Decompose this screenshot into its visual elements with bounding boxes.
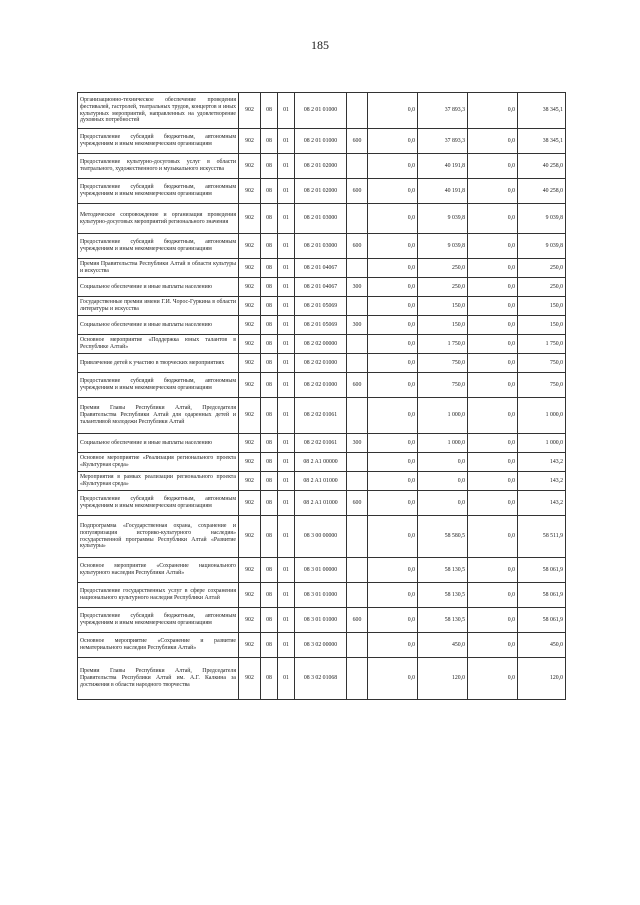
row-amount-4-cell: 40 258,0: [518, 154, 566, 179]
row-amount-1-cell: 0,0: [368, 558, 418, 583]
row-grbs-cell: 902: [239, 658, 261, 700]
row-name-cell: Основное мероприятие «Поддержка юных талантов в Республике Алтай»: [78, 335, 239, 354]
row-name-cell: Привлечение детей к участию в творческих мероприятиях: [78, 354, 239, 373]
row-name-cell: Методическое сопровождение и организация проведения культурно-досуговых мероприятий регионального значения: [78, 204, 239, 234]
row-section-cell: 08: [261, 558, 278, 583]
table-row: [78, 93, 566, 129]
row-target-article-cell: 08 3 01 01000: [295, 583, 347, 608]
row-amount-1-cell: 0,0: [368, 373, 418, 398]
table-row: [78, 204, 566, 234]
row-amount-2-cell: 150,0: [418, 297, 468, 316]
row-amount-2-cell: 750,0: [418, 354, 468, 373]
table-row: [78, 472, 566, 491]
row-expense-type-cell: [347, 259, 368, 278]
row-amount-1-cell: 0,0: [368, 259, 418, 278]
row-amount-3-cell: 0,0: [468, 259, 518, 278]
row-grbs-cell: 902: [239, 335, 261, 354]
row-target-article-cell: 08 2 01 05069: [295, 297, 347, 316]
row-section-cell: 08: [261, 472, 278, 491]
row-target-article-cell: 08 3 00 00000: [295, 516, 347, 558]
row-subsection-cell: 01: [278, 129, 295, 154]
row-amount-2-cell: 0,0: [418, 453, 468, 472]
row-amount-2-cell: 1 750,0: [418, 335, 468, 354]
row-name-cell: Организационно-техническое обеспечение проведения фестивалей, гастролей, театральных трудов, концертов и иных культурных мероприятий, направленных на удовлетворение духовных потребностей: [78, 93, 239, 129]
row-amount-2-cell: 450,0: [418, 633, 468, 658]
table-row: [78, 297, 566, 316]
row-section-cell: 08: [261, 633, 278, 658]
table-row: [78, 354, 566, 373]
row-expense-type-cell: 300: [347, 316, 368, 335]
row-grbs-cell: 902: [239, 583, 261, 608]
row-section-cell: 08: [261, 129, 278, 154]
row-name-cell: Предоставление культурно-досуговых услуг в области театрального, художественного и музыкального искусства: [78, 154, 239, 179]
row-expense-type-cell: 300: [347, 434, 368, 453]
row-subsection-cell: 01: [278, 204, 295, 234]
row-section-cell: 08: [261, 583, 278, 608]
row-amount-3-cell: 0,0: [468, 373, 518, 398]
row-target-article-cell: 08 2 02 01061: [295, 434, 347, 453]
row-target-article-cell: 08 2 01 03000: [295, 204, 347, 234]
row-amount-3-cell: 0,0: [468, 658, 518, 700]
row-amount-3-cell: 0,0: [468, 472, 518, 491]
row-amount-4-cell: 143,2: [518, 491, 566, 516]
row-name-cell: Подпрограмма «Государственная охрана, сохранение и популяризация историко-культурного наследия» государственной программы Республики Алтай «Развитие культуры»: [78, 516, 239, 558]
row-name-cell: Предоставление субсидий бюджетным, автономным учреждениям и иным некоммерческим организациям: [78, 491, 239, 516]
table-row: [78, 316, 566, 335]
row-section-cell: 08: [261, 316, 278, 335]
row-expense-type-cell: [347, 354, 368, 373]
row-amount-1-cell: 0,0: [368, 234, 418, 259]
row-subsection-cell: 01: [278, 608, 295, 633]
row-amount-3-cell: 0,0: [468, 234, 518, 259]
row-subsection-cell: 01: [278, 93, 295, 129]
row-amount-2-cell: 150,0: [418, 316, 468, 335]
row-subsection-cell: 01: [278, 516, 295, 558]
row-grbs-cell: 902: [239, 633, 261, 658]
row-amount-3-cell: 0,0: [468, 204, 518, 234]
row-name-cell: Предоставление субсидий бюджетным, автономным учреждениям и иным некоммерческим организациям: [78, 179, 239, 204]
row-expense-type-cell: [347, 633, 368, 658]
table-row: [78, 398, 566, 434]
row-grbs-cell: 902: [239, 491, 261, 516]
row-amount-1-cell: 0,0: [368, 633, 418, 658]
row-target-article-cell: 08 2 02 01061: [295, 398, 347, 434]
row-amount-4-cell: 58 061,9: [518, 608, 566, 633]
row-name-cell: Предоставление субсидий бюджетным, автономным учреждениям и иным некоммерческим организациям: [78, 608, 239, 633]
row-amount-4-cell: 750,0: [518, 354, 566, 373]
row-amount-2-cell: 40 191,8: [418, 154, 468, 179]
row-amount-4-cell: 40 258,0: [518, 179, 566, 204]
row-name-cell: Мероприятия в рамках реализации регионального проекта «Культурная среда»: [78, 472, 239, 491]
table-row: [78, 558, 566, 583]
row-section-cell: 08: [261, 154, 278, 179]
row-section-cell: 08: [261, 491, 278, 516]
row-amount-1-cell: 0,0: [368, 354, 418, 373]
row-section-cell: 08: [261, 234, 278, 259]
row-amount-1-cell: 0,0: [368, 398, 418, 434]
row-amount-4-cell: 120,0: [518, 658, 566, 700]
row-expense-type-cell: [347, 204, 368, 234]
row-amount-3-cell: 0,0: [468, 179, 518, 204]
row-name-cell: Премии Главы Республики Алтай, Председателя Правительства Республики Алтай для одаренных детей и талантливой молодежи Республики Алтай: [78, 398, 239, 434]
row-section-cell: 08: [261, 204, 278, 234]
row-grbs-cell: 902: [239, 558, 261, 583]
row-amount-4-cell: 150,0: [518, 316, 566, 335]
row-grbs-cell: 902: [239, 354, 261, 373]
row-section-cell: 08: [261, 179, 278, 204]
row-grbs-cell: 902: [239, 472, 261, 491]
row-amount-3-cell: 0,0: [468, 129, 518, 154]
row-grbs-cell: 902: [239, 154, 261, 179]
row-amount-4-cell: 143,2: [518, 453, 566, 472]
row-expense-type-cell: [347, 558, 368, 583]
row-amount-3-cell: 0,0: [468, 558, 518, 583]
row-target-article-cell: 08 2 01 03000: [295, 234, 347, 259]
table-row: [78, 234, 566, 259]
budget-table: [77, 92, 566, 700]
row-section-cell: 08: [261, 398, 278, 434]
row-amount-1-cell: 0,0: [368, 93, 418, 129]
row-expense-type-cell: [347, 398, 368, 434]
table-body: [78, 93, 566, 700]
row-amount-2-cell: 58 130,5: [418, 608, 468, 633]
row-target-article-cell: 08 2 A1 01000: [295, 472, 347, 491]
row-amount-4-cell: 143,2: [518, 472, 566, 491]
table-row: [78, 179, 566, 204]
row-target-article-cell: 08 3 01 01000: [295, 608, 347, 633]
row-amount-3-cell: 0,0: [468, 335, 518, 354]
row-amount-1-cell: 0,0: [368, 516, 418, 558]
row-subsection-cell: 01: [278, 658, 295, 700]
row-target-article-cell: 08 2 A1 00000: [295, 453, 347, 472]
row-grbs-cell: 902: [239, 398, 261, 434]
row-amount-3-cell: 0,0: [468, 453, 518, 472]
row-amount-4-cell: 1 750,0: [518, 335, 566, 354]
row-target-article-cell: 08 2 02 01000: [295, 354, 347, 373]
row-amount-2-cell: 9 039,8: [418, 204, 468, 234]
row-amount-1-cell: 0,0: [368, 335, 418, 354]
row-name-cell: Социальное обеспечение и иные выплаты населению: [78, 278, 239, 297]
row-name-cell: Предоставление субсидий бюджетным, автономным учреждениям и иным некоммерческим организациям: [78, 129, 239, 154]
row-subsection-cell: 01: [278, 335, 295, 354]
row-amount-1-cell: 0,0: [368, 297, 418, 316]
row-target-article-cell: 08 3 02 00000: [295, 633, 347, 658]
row-amount-1-cell: 0,0: [368, 472, 418, 491]
row-amount-4-cell: 1 000,0: [518, 398, 566, 434]
row-section-cell: 08: [261, 278, 278, 297]
row-expense-type-cell: [347, 583, 368, 608]
row-amount-1-cell: 0,0: [368, 434, 418, 453]
row-section-cell: 08: [261, 608, 278, 633]
row-grbs-cell: 902: [239, 204, 261, 234]
row-amount-4-cell: 250,0: [518, 278, 566, 297]
row-section-cell: 08: [261, 259, 278, 278]
row-subsection-cell: 01: [278, 354, 295, 373]
table-row: [78, 516, 566, 558]
row-amount-4-cell: 58 511,9: [518, 516, 566, 558]
row-grbs-cell: 902: [239, 278, 261, 297]
table-row: [78, 373, 566, 398]
row-amount-4-cell: 9 039,8: [518, 204, 566, 234]
row-subsection-cell: 01: [278, 434, 295, 453]
row-subsection-cell: 01: [278, 373, 295, 398]
row-subsection-cell: 01: [278, 234, 295, 259]
row-amount-2-cell: 1 000,0: [418, 398, 468, 434]
row-expense-type-cell: 600: [347, 491, 368, 516]
table-row: [78, 633, 566, 658]
table-row: [78, 583, 566, 608]
row-amount-3-cell: 0,0: [468, 297, 518, 316]
row-subsection-cell: 01: [278, 491, 295, 516]
row-target-article-cell: 08 2 01 02000: [295, 154, 347, 179]
row-section-cell: 08: [261, 434, 278, 453]
row-expense-type-cell: [347, 335, 368, 354]
row-expense-type-cell: 600: [347, 608, 368, 633]
row-name-cell: Предоставление субсидий бюджетным, автономным учреждениям и иным некоммерческим организациям: [78, 234, 239, 259]
row-name-cell: Социальное обеспечение и иные выплаты населению: [78, 434, 239, 453]
row-amount-2-cell: 0,0: [418, 491, 468, 516]
row-amount-1-cell: 0,0: [368, 204, 418, 234]
row-target-article-cell: 08 3 02 01068: [295, 658, 347, 700]
row-amount-2-cell: 9 039,8: [418, 234, 468, 259]
row-amount-2-cell: 40 191,8: [418, 179, 468, 204]
table-row: [78, 278, 566, 297]
row-amount-4-cell: 9 039,8: [518, 234, 566, 259]
row-section-cell: 08: [261, 658, 278, 700]
row-amount-3-cell: 0,0: [468, 608, 518, 633]
row-target-article-cell: 08 2 02 00000: [295, 335, 347, 354]
row-amount-3-cell: 0,0: [468, 316, 518, 335]
row-expense-type-cell: [347, 297, 368, 316]
row-amount-2-cell: 37 893,3: [418, 129, 468, 154]
row-expense-type-cell: 600: [347, 234, 368, 259]
row-amount-2-cell: 37 893,3: [418, 93, 468, 129]
row-section-cell: 08: [261, 373, 278, 398]
row-grbs-cell: 902: [239, 608, 261, 633]
row-expense-type-cell: 600: [347, 179, 368, 204]
table-row: [78, 154, 566, 179]
row-expense-type-cell: 300: [347, 278, 368, 297]
row-amount-4-cell: 38 345,1: [518, 93, 566, 129]
page-number: 185: [311, 38, 329, 52]
row-amount-3-cell: 0,0: [468, 354, 518, 373]
row-expense-type-cell: 600: [347, 373, 368, 398]
row-amount-3-cell: 0,0: [468, 278, 518, 297]
row-name-cell: Предоставление государственных услуг в сфере сохранения национального культурного наследия Республики Алтай: [78, 583, 239, 608]
row-target-article-cell: 08 2 01 01000: [295, 129, 347, 154]
row-amount-1-cell: 0,0: [368, 491, 418, 516]
row-amount-2-cell: 120,0: [418, 658, 468, 700]
row-target-article-cell: 08 2 01 01000: [295, 93, 347, 129]
row-amount-3-cell: 0,0: [468, 516, 518, 558]
row-target-article-cell: 08 2 01 04067: [295, 278, 347, 297]
row-expense-type-cell: 600: [347, 129, 368, 154]
row-grbs-cell: 902: [239, 259, 261, 278]
table-row: [78, 608, 566, 633]
row-name-cell: Основное мероприятие «Сохранение и развитие нематериального наследия Республики Алтай»: [78, 633, 239, 658]
row-amount-2-cell: 250,0: [418, 259, 468, 278]
row-amount-3-cell: 0,0: [468, 93, 518, 129]
row-target-article-cell: 08 2 A1 01000: [295, 491, 347, 516]
row-expense-type-cell: [347, 93, 368, 129]
row-amount-3-cell: 0,0: [468, 434, 518, 453]
row-name-cell: Государственные премии имени Г.И. Чорос-Гуркина в области литературы и искусства: [78, 297, 239, 316]
row-grbs-cell: 902: [239, 453, 261, 472]
row-subsection-cell: 01: [278, 453, 295, 472]
row-grbs-cell: 902: [239, 179, 261, 204]
row-name-cell: Социальное обеспечение и иные выплаты населению: [78, 316, 239, 335]
row-subsection-cell: 01: [278, 316, 295, 335]
row-grbs-cell: 902: [239, 516, 261, 558]
row-amount-2-cell: 750,0: [418, 373, 468, 398]
table-row: [78, 259, 566, 278]
table-row: [78, 491, 566, 516]
row-name-cell: Премия Правительства Республики Алтай в области культуры и искусства: [78, 259, 239, 278]
row-target-article-cell: 08 2 01 04067: [295, 259, 347, 278]
row-expense-type-cell: [347, 453, 368, 472]
row-amount-4-cell: 150,0: [518, 297, 566, 316]
table-row: [78, 129, 566, 154]
table-row: [78, 335, 566, 354]
row-target-article-cell: 08 2 02 01000: [295, 373, 347, 398]
row-amount-1-cell: 0,0: [368, 583, 418, 608]
row-amount-2-cell: 58 130,5: [418, 583, 468, 608]
row-amount-4-cell: 1 000,0: [518, 434, 566, 453]
row-subsection-cell: 01: [278, 583, 295, 608]
row-amount-4-cell: 58 061,9: [518, 558, 566, 583]
row-amount-3-cell: 0,0: [468, 398, 518, 434]
row-expense-type-cell: [347, 472, 368, 491]
row-subsection-cell: 01: [278, 278, 295, 297]
row-section-cell: 08: [261, 335, 278, 354]
row-target-article-cell: 08 2 01 05069: [295, 316, 347, 335]
row-amount-4-cell: 250,0: [518, 259, 566, 278]
row-amount-2-cell: 58 130,5: [418, 558, 468, 583]
row-amount-1-cell: 0,0: [368, 179, 418, 204]
row-section-cell: 08: [261, 354, 278, 373]
row-grbs-cell: 902: [239, 93, 261, 129]
row-amount-4-cell: 750,0: [518, 373, 566, 398]
row-amount-4-cell: 58 061,9: [518, 583, 566, 608]
row-subsection-cell: 01: [278, 558, 295, 583]
row-subsection-cell: 01: [278, 472, 295, 491]
row-grbs-cell: 902: [239, 297, 261, 316]
row-name-cell: Основное мероприятие «Реализация регионального проекта «Культурная среда»: [78, 453, 239, 472]
row-amount-4-cell: 450,0: [518, 633, 566, 658]
row-expense-type-cell: [347, 154, 368, 179]
row-subsection-cell: 01: [278, 633, 295, 658]
row-amount-1-cell: 0,0: [368, 316, 418, 335]
row-amount-3-cell: 0,0: [468, 583, 518, 608]
row-amount-2-cell: 58 580,5: [418, 516, 468, 558]
row-grbs-cell: 902: [239, 234, 261, 259]
row-section-cell: 08: [261, 516, 278, 558]
row-grbs-cell: 902: [239, 316, 261, 335]
row-amount-2-cell: 1 000,0: [418, 434, 468, 453]
row-section-cell: 08: [261, 297, 278, 316]
row-amount-4-cell: 38 345,1: [518, 129, 566, 154]
row-subsection-cell: 01: [278, 297, 295, 316]
row-name-cell: Основное мероприятие «Сохранение национального культурного наследия Республики Алтай»: [78, 558, 239, 583]
row-section-cell: 08: [261, 93, 278, 129]
row-amount-3-cell: 0,0: [468, 633, 518, 658]
row-target-article-cell: 08 2 01 02000: [295, 179, 347, 204]
row-subsection-cell: 01: [278, 398, 295, 434]
row-subsection-cell: 01: [278, 179, 295, 204]
row-grbs-cell: 902: [239, 373, 261, 398]
row-amount-1-cell: 0,0: [368, 278, 418, 297]
row-grbs-cell: 902: [239, 434, 261, 453]
row-amount-1-cell: 0,0: [368, 129, 418, 154]
row-amount-1-cell: 0,0: [368, 658, 418, 700]
row-amount-3-cell: 0,0: [468, 491, 518, 516]
row-expense-type-cell: [347, 516, 368, 558]
table-row: [78, 434, 566, 453]
row-amount-1-cell: 0,0: [368, 154, 418, 179]
table-row: [78, 453, 566, 472]
row-name-cell: Предоставление субсидий бюджетным, автономным учреждениям и иным некоммерческим организациям: [78, 373, 239, 398]
row-amount-1-cell: 0,0: [368, 453, 418, 472]
table-row: [78, 658, 566, 700]
row-amount-1-cell: 0,0: [368, 608, 418, 633]
row-subsection-cell: 01: [278, 154, 295, 179]
row-name-cell: Премии Главы Республики Алтай, Председателя Правительства Республики Алтай им. А.Г. Калкина за достижения в области народного творчества: [78, 658, 239, 700]
row-section-cell: 08: [261, 453, 278, 472]
row-amount-2-cell: 0,0: [418, 472, 468, 491]
row-subsection-cell: 01: [278, 259, 295, 278]
row-amount-3-cell: 0,0: [468, 154, 518, 179]
row-target-article-cell: 08 3 01 00000: [295, 558, 347, 583]
row-grbs-cell: 902: [239, 129, 261, 154]
row-amount-2-cell: 250,0: [418, 278, 468, 297]
row-expense-type-cell: [347, 658, 368, 700]
